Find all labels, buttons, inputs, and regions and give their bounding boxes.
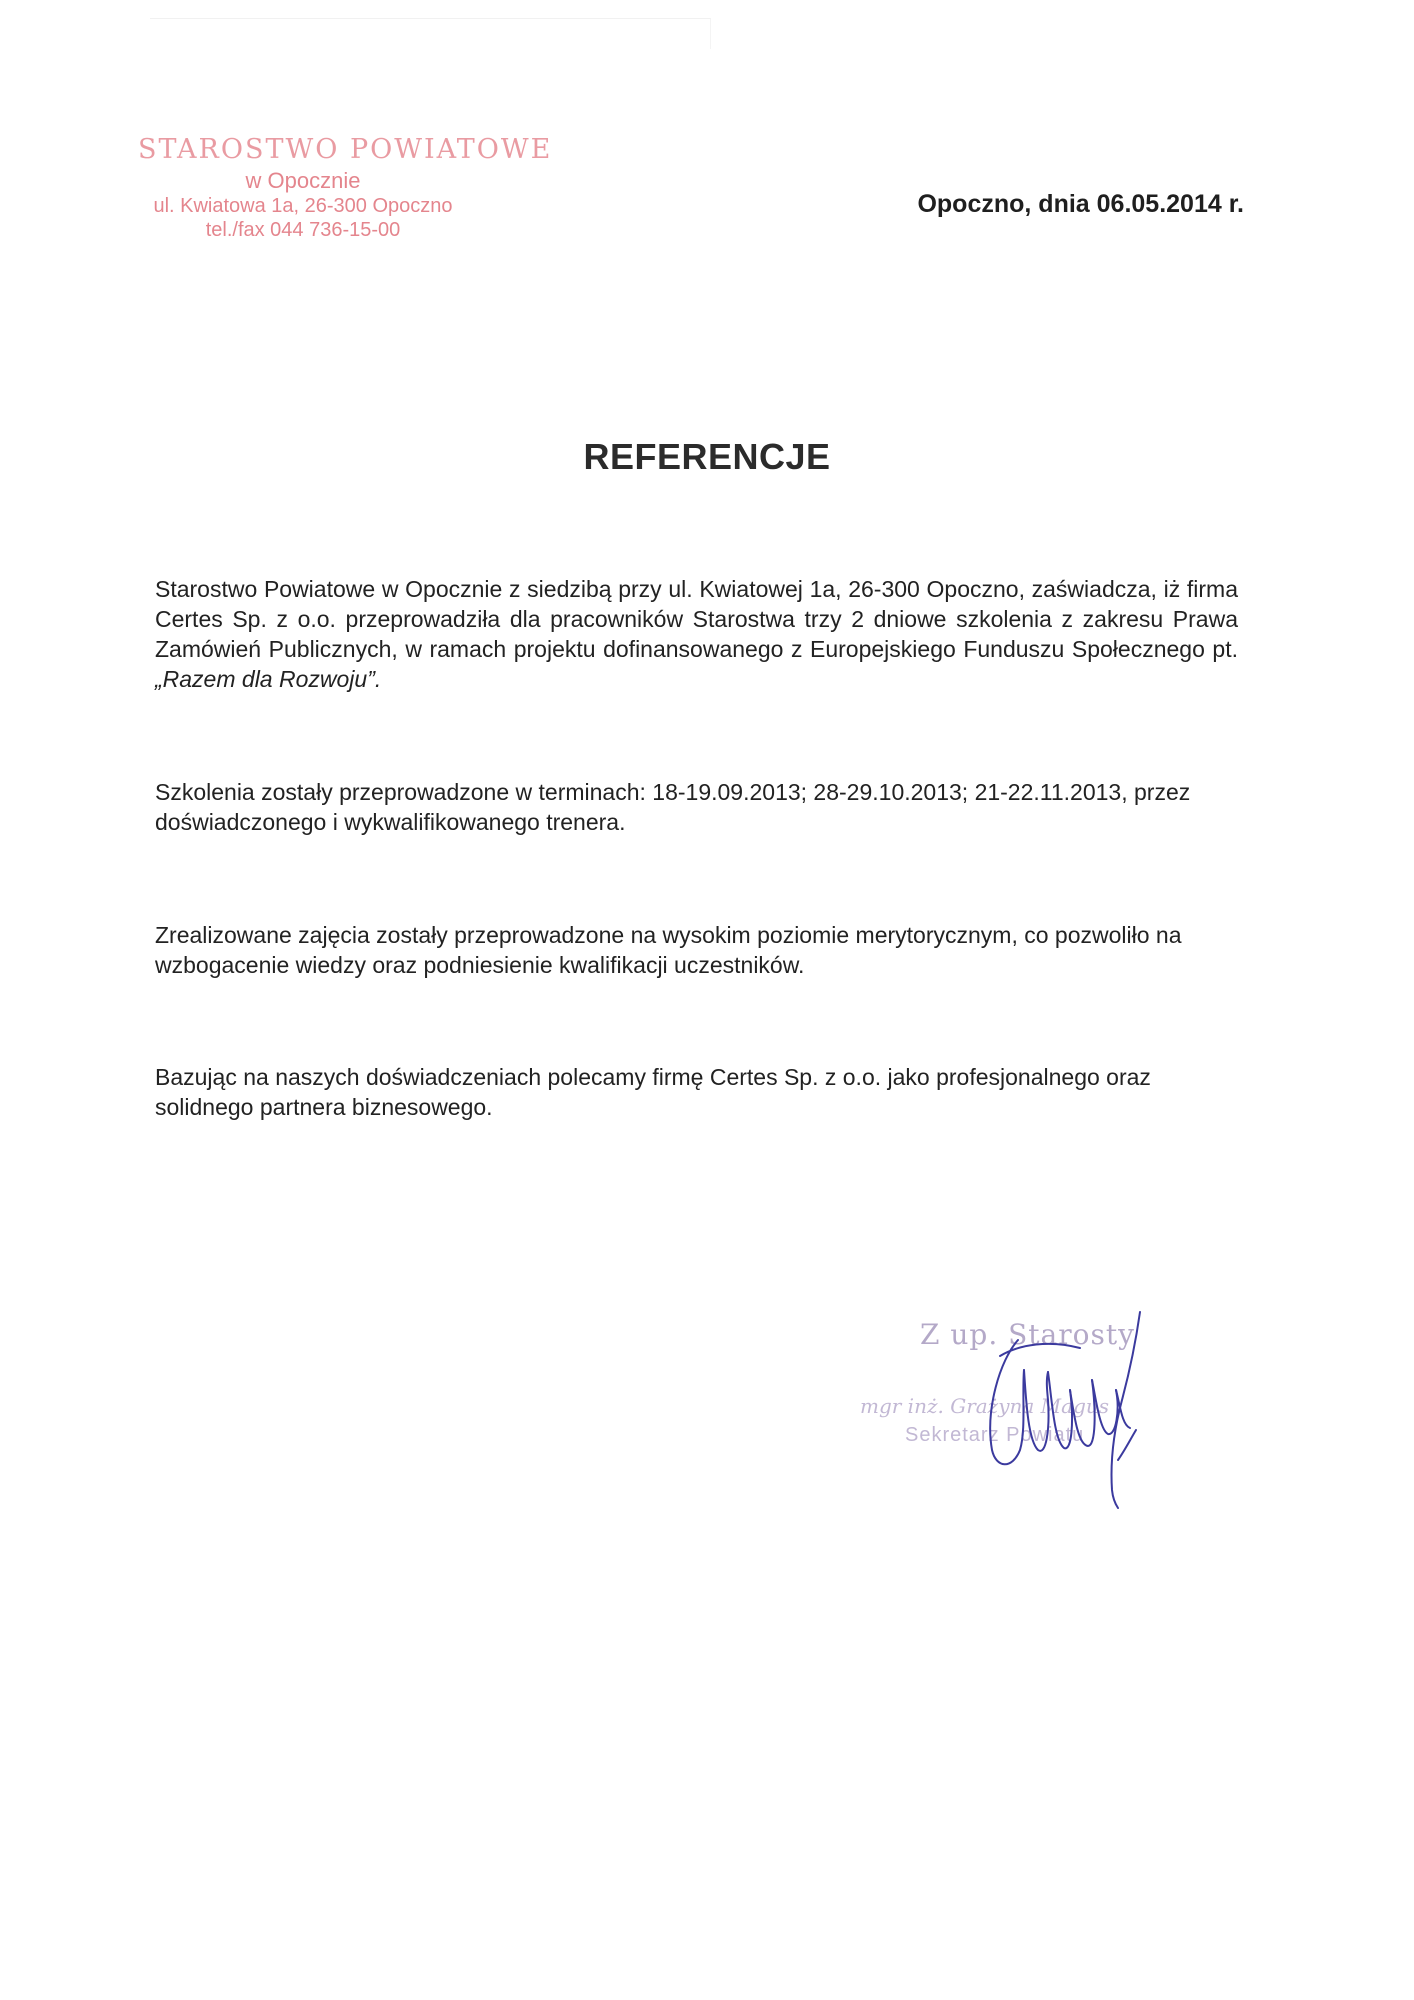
stamp-line-office: STAROSTWO POWIATOWE	[138, 134, 553, 165]
signatory-name: mgr inż. Grażyna Magus	[860, 1394, 1110, 1418]
paragraph-1	[155, 574, 1238, 694]
document-title: REFERENCJE	[583, 436, 831, 477]
paragraph-2: Szkolenia zostały przeprowadzone w terminach: 18-19.09.2013; 28-29.10.2013; 21-22.11.2013, przez doświadczonego i wykwalifikowanego trenera.	[155, 779, 1191, 835]
stamp-line-address: ul. Kwiatowa 1a, 26-300 Opoczno	[153, 194, 453, 217]
project-name: „Razem dla Rozwoju”.	[155, 666, 382, 692]
paragraph-1-text: Starostwo Powiatowe w Opocznie z siedzibą przy ul. Kwiatowej 1a, 26-300 Opoczno, zaświadcza, iż firma Certes Sp. z o.o. przeprowadziła dla pracowników Starostwa trzy 2 dniowe szkolenia z zakresu Prawa Zamówień Publicznych, w ramach projektu dofinansowanego z Europejskiego Funduszu Społecznego pt.	[155, 576, 1238, 662]
letter-date: Opoczno, dnia 06.05.2014 r.	[917, 190, 1244, 218]
handwritten-signature	[960, 1300, 1160, 1510]
paragraph-3: Zrealizowane zajęcia zostały przeprowadzone na wysokim poziomie merytorycznym, co pozwoliło na wzbogacenie wiedzy oraz podniesienie kwalifikacji uczestników.	[155, 922, 1182, 978]
stamp-line-phone: tel./fax 044 736-15-00	[205, 218, 401, 241]
paragraph-4: Bazując na naszych doświadczeniach polecamy firmę Certes Sp. z o.o. jako profesjonalnego oraz solidnego partnera biznesowego.	[155, 1064, 1151, 1120]
signatory-position: Sekretarz Powiatu	[905, 1424, 1085, 1446]
stamp-line-town: w Opocznie	[245, 167, 361, 193]
office-stamp	[138, 134, 553, 241]
signatory-authority: Z up. Starosty	[920, 1318, 1135, 1351]
scan-edge-artifact	[150, 18, 711, 49]
